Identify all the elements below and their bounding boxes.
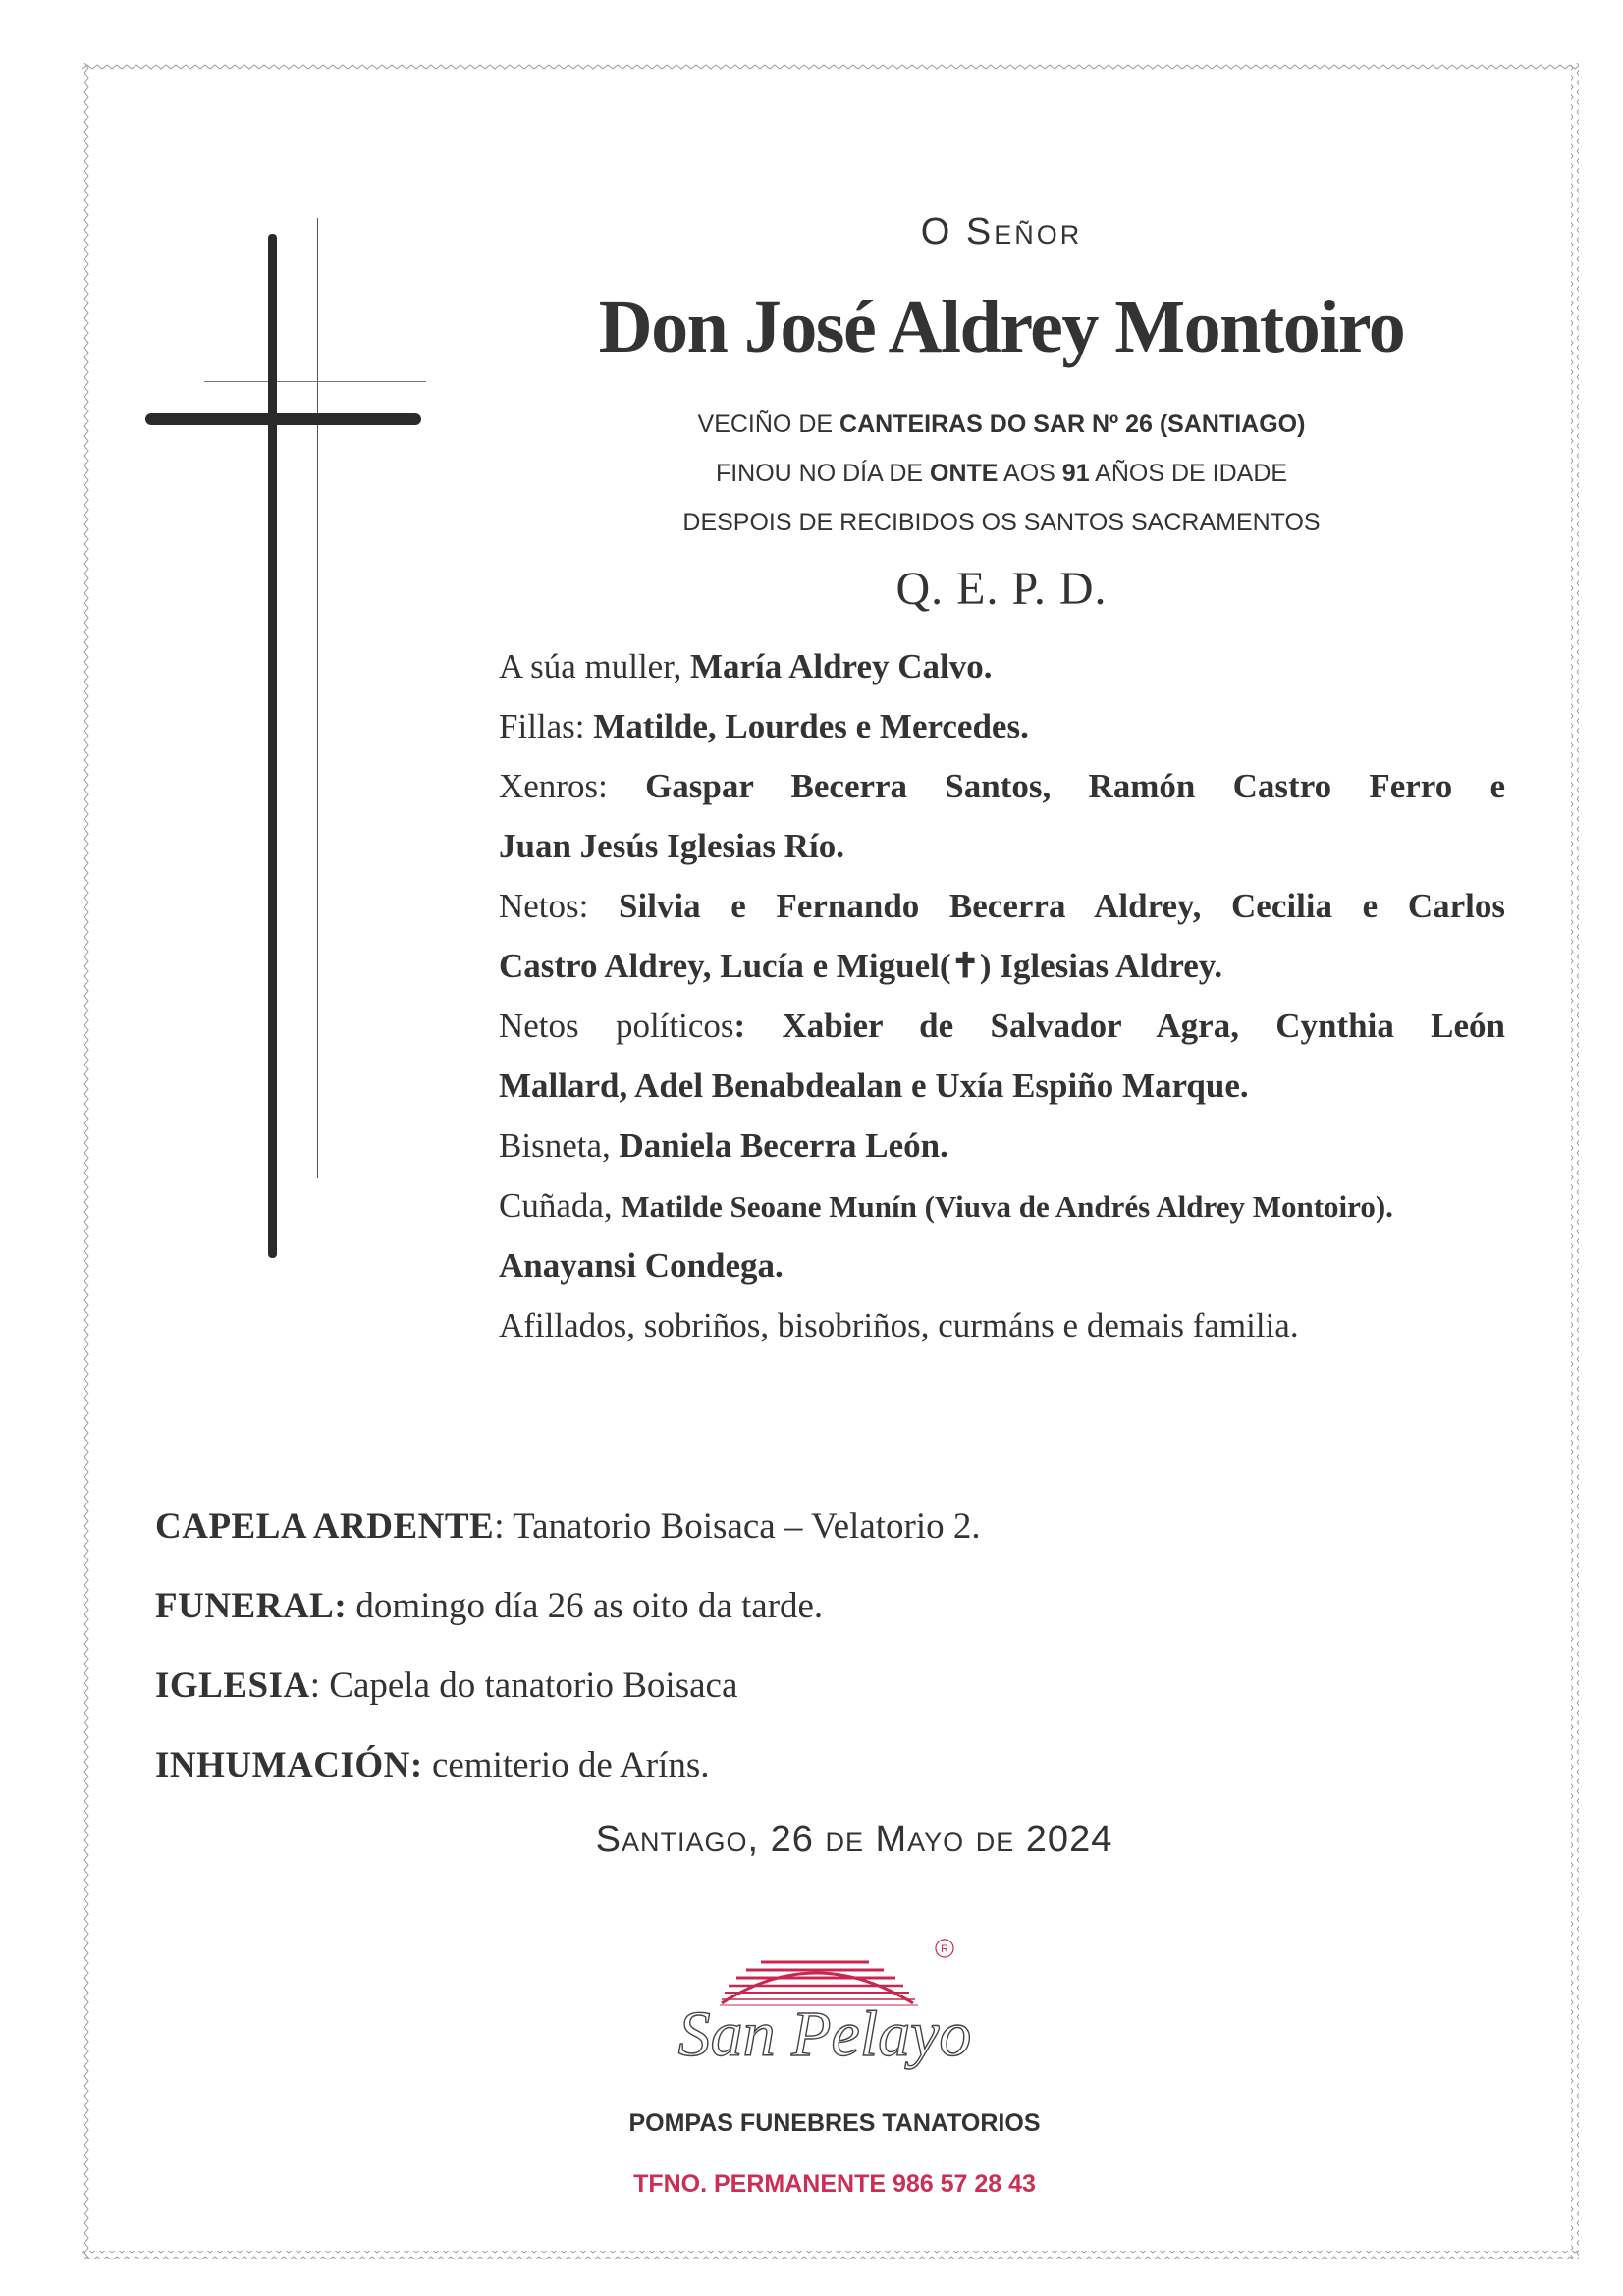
grandchildren-in-law-colon: : [733,1007,783,1045]
grandchildren-names-end: Iglesias Aldrey. [991,947,1223,985]
sons-in-law-label: Xenros: [499,767,646,805]
company-phone: TFNO. PERMANENTE 986 57 28 43 [633,2170,1036,2198]
family-grandchildren [499,876,1505,936]
residence-label: VECIÑO DE [697,410,840,438]
grandchildren-in-law-label: Netos políticos [499,1007,734,1045]
death-label: FINOU NO DÍA DE [715,460,931,487]
sister-in-law-label: Cuñada, [499,1186,622,1225]
wife-name: María Aldrey Calvo. [689,647,993,685]
death-age-suffix: AÑOS DE IDADE [1089,460,1288,487]
detail-funeral [155,1580,981,1660]
detail-burial [155,1739,981,1819]
family-list [499,636,1505,1355]
death-age-label: AOS [998,460,1062,487]
grandchildren-in-law-names: Xabier de Salvador Agra, Cynthia León [782,1007,1505,1045]
detail-church [155,1660,981,1739]
residence-value: CANTEIRAS DO SAR Nº 26 (SANTIAGO) [839,410,1306,438]
wife-label: A súa muller, [499,647,690,685]
detail-chapel [155,1501,981,1580]
other-name: Anayansi Condega. [499,1246,784,1285]
grandchildren-names-cont: Castro Aldrey, Lucía e Miguel [499,947,940,985]
grandchildren-in-law-names-cont: Mallard, Adel Benabdealan e Uxía Espiño Marque. [499,1066,1249,1105]
family-sister-in-law [499,1175,1505,1235]
family-sons-in-law-cont [499,816,1505,876]
cross-thin-vertical [317,218,318,1178]
burial-value: cemiterio de Aríns. [422,1745,710,1785]
grandchildren-label: Netos: [499,887,620,925]
registered-mark: R [941,1943,948,1955]
san-pelayo-logo [668,1923,982,2109]
burial-label: INHUMACIÓN: [155,1745,423,1785]
daughters-label: Fillas: [499,707,594,745]
cross-horizontal-bar [145,413,421,425]
chapel-label: CAPELA ARDENTE [155,1506,495,1547]
cross-thin-horizontal [204,381,426,382]
qepd: Q. E. P. D. [895,563,1108,615]
deceased-name: Don José Aldrey Montoiro [598,286,1405,368]
cross-vertical-bar [268,234,277,1258]
title-small: O Señor [920,211,1083,252]
church-value: : Capela do tanatorio Boisaca [309,1666,738,1706]
family-sons-in-law [499,756,1505,816]
sister-in-law-name: Matilde Seoane Munín (Viuva de Andrés Aldrey Montoiro). [621,1189,1393,1224]
family-grandchildren-cont [499,936,1505,996]
residence-line [530,410,1473,439]
sons-in-law-names: Gaspar Becerra Santos, Ramón Castro Ferro e [645,767,1505,805]
place-date: Santiago, 26 de Mayo de 2024 [595,1819,1113,1860]
grandchildren-names: Silvia e Fernando Becerra Aldrey, Cecilia e Carlos [619,887,1505,925]
family-rest: Afillados, sobriños, bisobriños, curmáns e demais familia. [499,1306,1299,1344]
family-grandchildren-in-law-cont [499,1056,1505,1116]
church-label: IGLESIA [155,1666,310,1706]
sons-in-law-names-cont: Juan Jesús Iglesias Río. [499,827,845,865]
funeral-details [155,1501,981,1819]
family-daughters [499,696,1505,756]
chapel-value: : Tanatorio Boisaca – Velatorio 2. [494,1506,981,1547]
sacraments-line: DESPOIS DE RECIBIDOS OS SANTOS SACRAMENTOS [682,509,1321,536]
family-wife [499,636,1505,696]
death-age: 91 [1061,460,1090,487]
deceased-cross-icon: (✝) [939,947,992,985]
family-great-granddaughter [499,1116,1505,1175]
funeral-label: FUNERAL: [155,1586,348,1626]
death-line [530,460,1473,488]
funeral-value: domingo día 26 as oito da tarde. [347,1586,824,1626]
great-granddaughter-label: Bisneta, [499,1126,620,1165]
family-grandchildren-in-law [499,996,1505,1056]
brand-name: San Pelayo [677,1998,972,2070]
great-granddaughter-name: Daniela Becerra León. [619,1126,948,1165]
daughters-names: Matilde, Lourdes e Mercedes. [593,707,1029,745]
company-tagline: POMPAS FUNEBRES TANATORIOS [628,2109,1041,2137]
death-day: ONTE [930,460,999,487]
family-other [499,1235,1505,1295]
